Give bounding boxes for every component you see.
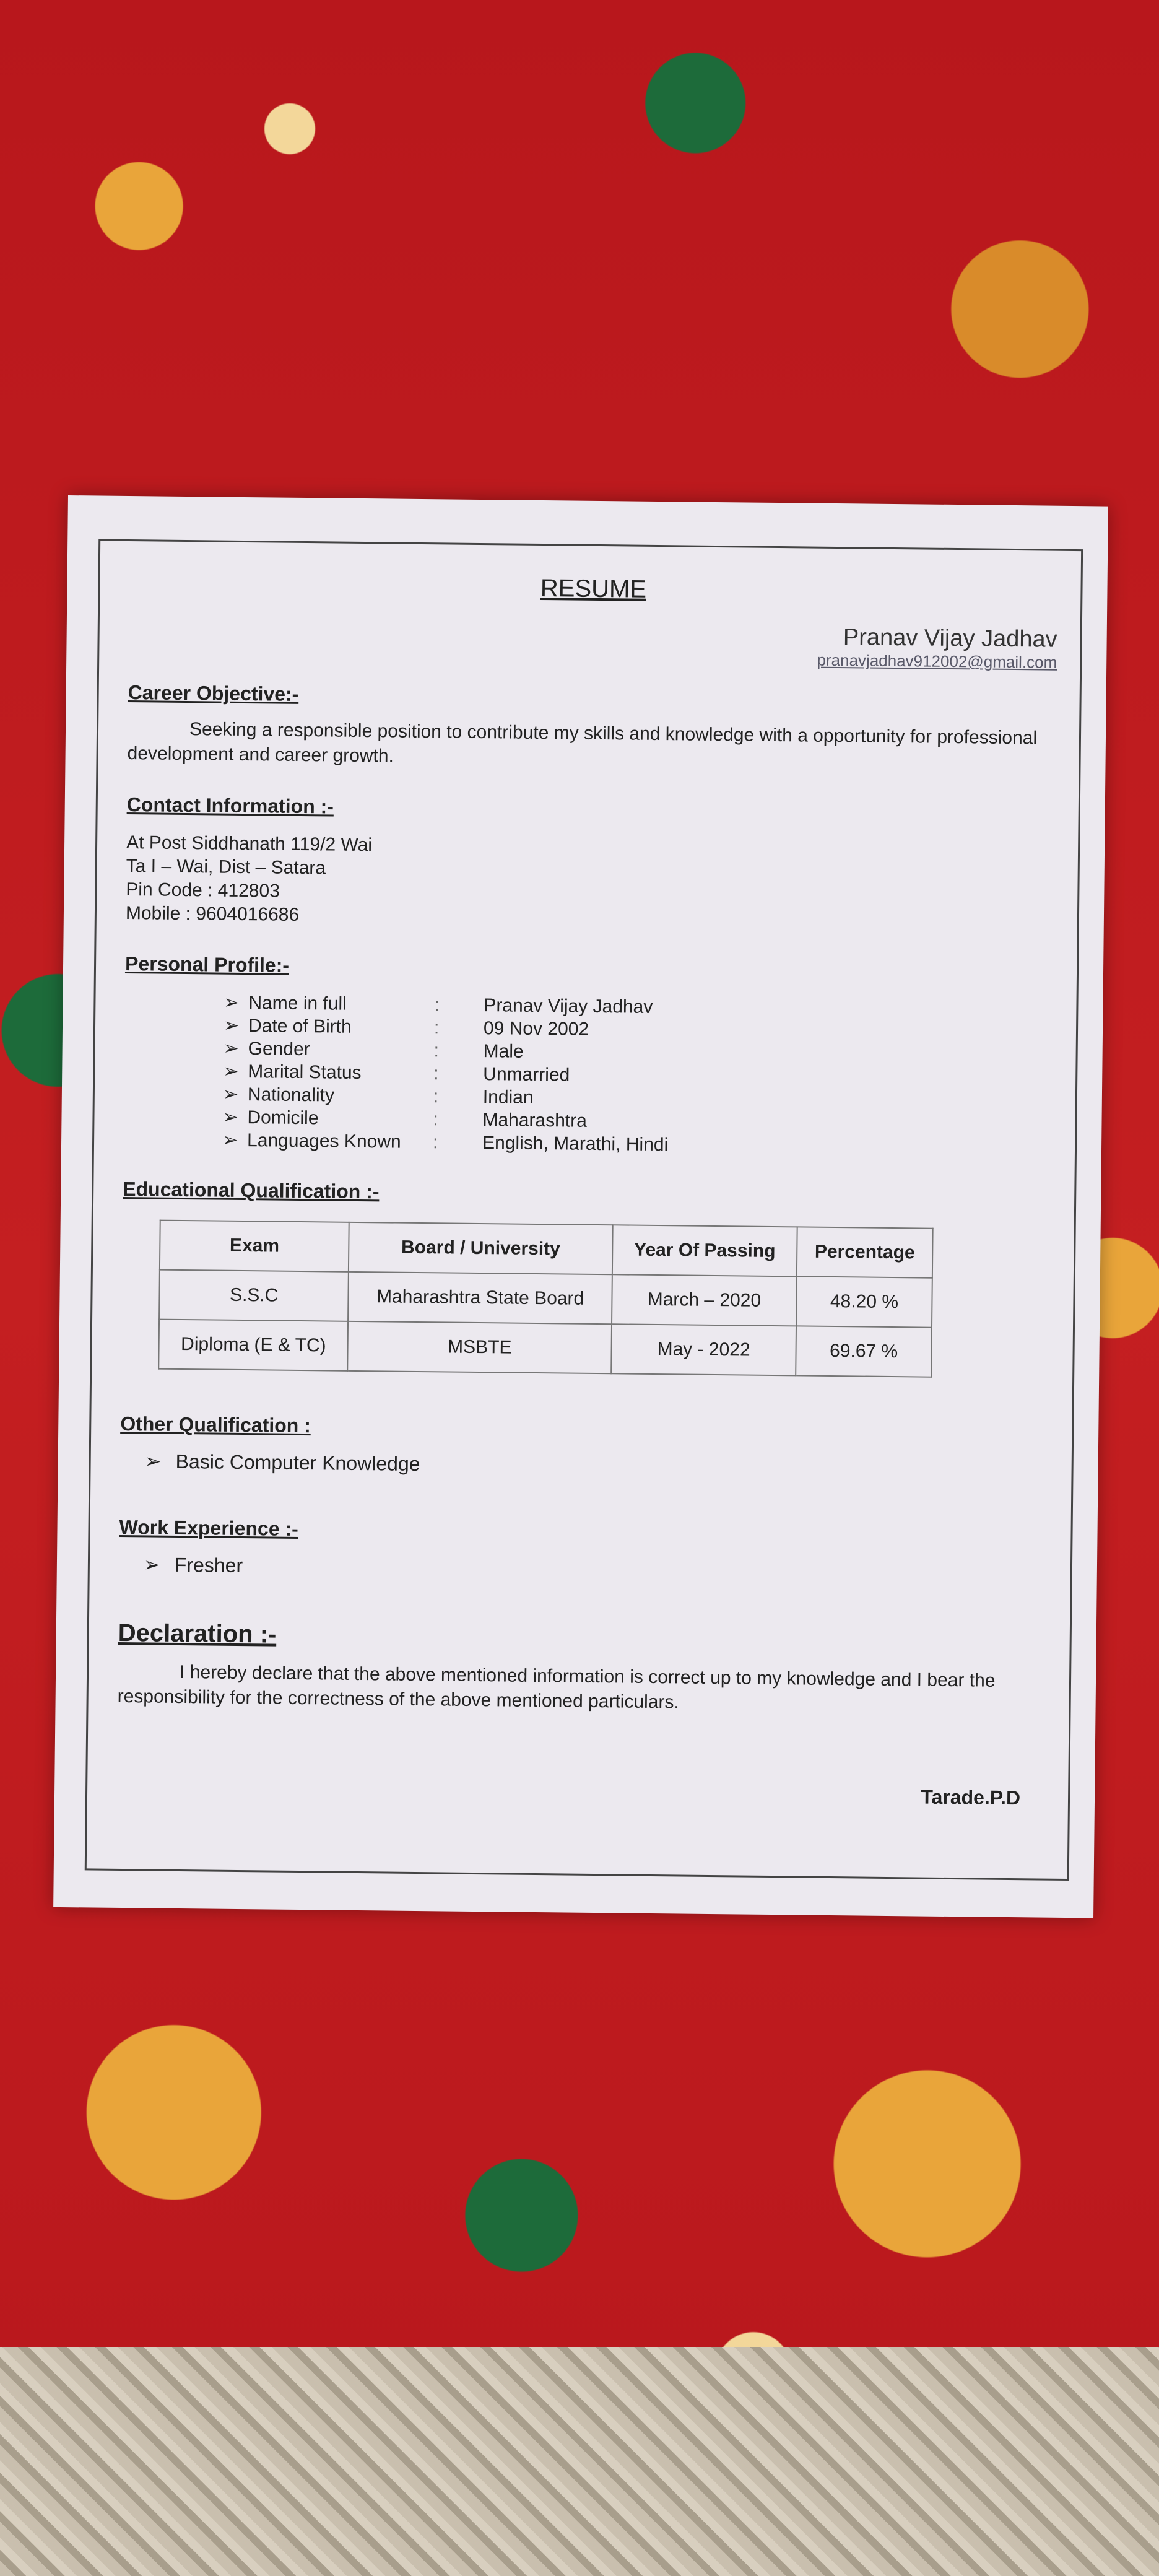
table-cell: MSBTE — [348, 1321, 612, 1373]
contact-line: Ta I – Wai, Dist – Satara — [126, 856, 326, 879]
other-qualification-item: Basic Computer Knowledge — [175, 1450, 420, 1476]
profile-label: Gender — [248, 1038, 310, 1060]
resume-sheet — [53, 495, 1108, 1918]
profile-label: Languages Known — [246, 1130, 401, 1152]
contact-line: At Post Siddhanath 119/2 Wai — [126, 832, 373, 856]
profile-label: Nationality — [247, 1084, 335, 1106]
declaration-heading: Declaration :- — [118, 1619, 277, 1648]
table-header-row — [160, 1221, 933, 1278]
table-cell: Maharashtra State Board — [349, 1272, 612, 1324]
table-cell: 69.67 % — [796, 1326, 932, 1377]
career-objective-text: Seeking a responsible position to contribute my skills and knowledge with a opportunity for professional development and career growth. — [127, 719, 1038, 767]
candidate-email: pranavjadhav912002@gmail.com — [817, 650, 1057, 672]
list-item — [144, 1552, 1048, 1585]
table-cell: 48.20 % — [796, 1276, 932, 1327]
column-header: Year Of Passing — [612, 1225, 797, 1276]
contact-address — [126, 831, 1056, 935]
profile-colon: : — [434, 994, 440, 1016]
profile-colon: : — [433, 1063, 439, 1084]
signature: Tarade.P.D — [921, 1785, 1021, 1809]
education-heading: Educational Qualification :- — [123, 1177, 380, 1203]
arrow-bullet-icon: ➢ — [223, 1038, 239, 1059]
column-header: Percentage — [797, 1227, 933, 1277]
personal-profile-list — [222, 991, 1054, 1160]
profile-value: Maharashtra — [482, 1110, 588, 1131]
table-cell: May - 2022 — [611, 1324, 796, 1375]
personal-profile-heading: Personal Profile:- — [124, 952, 290, 977]
resume-content — [116, 558, 1058, 1810]
arrow-bullet-icon: ➢ — [144, 1450, 162, 1473]
profile-label: Name in full — [248, 993, 347, 1014]
profile-colon: : — [433, 1040, 440, 1061]
profile-value: 09 Nov 2002 — [483, 1018, 589, 1040]
profile-colon: : — [433, 1109, 438, 1130]
profile-value: Indian — [482, 1087, 534, 1108]
other-qualification-heading: Other Qualification : — [120, 1412, 311, 1437]
table-row — [158, 1320, 932, 1377]
contact-line: Mobile : 9604016686 — [125, 903, 300, 925]
profile-value: Male — [483, 1041, 524, 1062]
arrow-bullet-icon: ➢ — [143, 1553, 160, 1576]
arrow-bullet-icon: ➢ — [222, 1107, 238, 1128]
arrow-bullet-icon: ➢ — [222, 1084, 239, 1105]
contact-line: Pin Code : 412803 — [126, 879, 280, 902]
arrow-bullet-icon: ➢ — [223, 1061, 239, 1082]
column-header: Exam — [160, 1221, 349, 1272]
career-objective-heading: Career Objective:- — [128, 681, 299, 705]
profile-value: Pranav Vijay Jadhav — [484, 995, 653, 1017]
contact-heading: Contact Information :- — [126, 793, 334, 818]
table-cell: S.S.C — [159, 1270, 349, 1321]
table-cell: March – 2020 — [612, 1274, 797, 1326]
work-experience-item: Fresher — [174, 1553, 243, 1577]
table-row — [159, 1270, 932, 1328]
education-table — [158, 1220, 933, 1378]
arrow-bullet-icon: ➢ — [224, 992, 240, 1013]
table-cell: Diploma (E & TC) — [158, 1320, 348, 1371]
floor-background — [0, 2347, 1159, 2576]
declaration-text: I hereby declare that the above mentioned information is correct up to my knowledge and I bear the responsibility for the correctness of the above mentioned particulars. — [117, 1661, 996, 1713]
profile-value: English, Marathi, Hindi — [482, 1133, 669, 1155]
arrow-bullet-icon: ➢ — [223, 1015, 240, 1036]
column-header: Board / University — [349, 1222, 612, 1274]
profile-label: Date of Birth — [248, 1016, 352, 1037]
profile-colon: : — [433, 1086, 439, 1107]
profile-colon: : — [433, 1017, 440, 1038]
profile-label: Marital Status — [248, 1061, 362, 1084]
resume-title: RESUME — [540, 574, 647, 603]
candidate-name: Pranav Vijay Jadhav — [843, 624, 1057, 653]
list-item — [144, 1449, 1048, 1482]
profile-value: Unmarried — [483, 1064, 570, 1086]
profile-label: Domicile — [247, 1107, 319, 1129]
work-experience-heading: Work Experience :- — [119, 1515, 299, 1540]
arrow-bullet-icon: ➢ — [222, 1129, 238, 1151]
profile-colon: : — [432, 1132, 438, 1153]
